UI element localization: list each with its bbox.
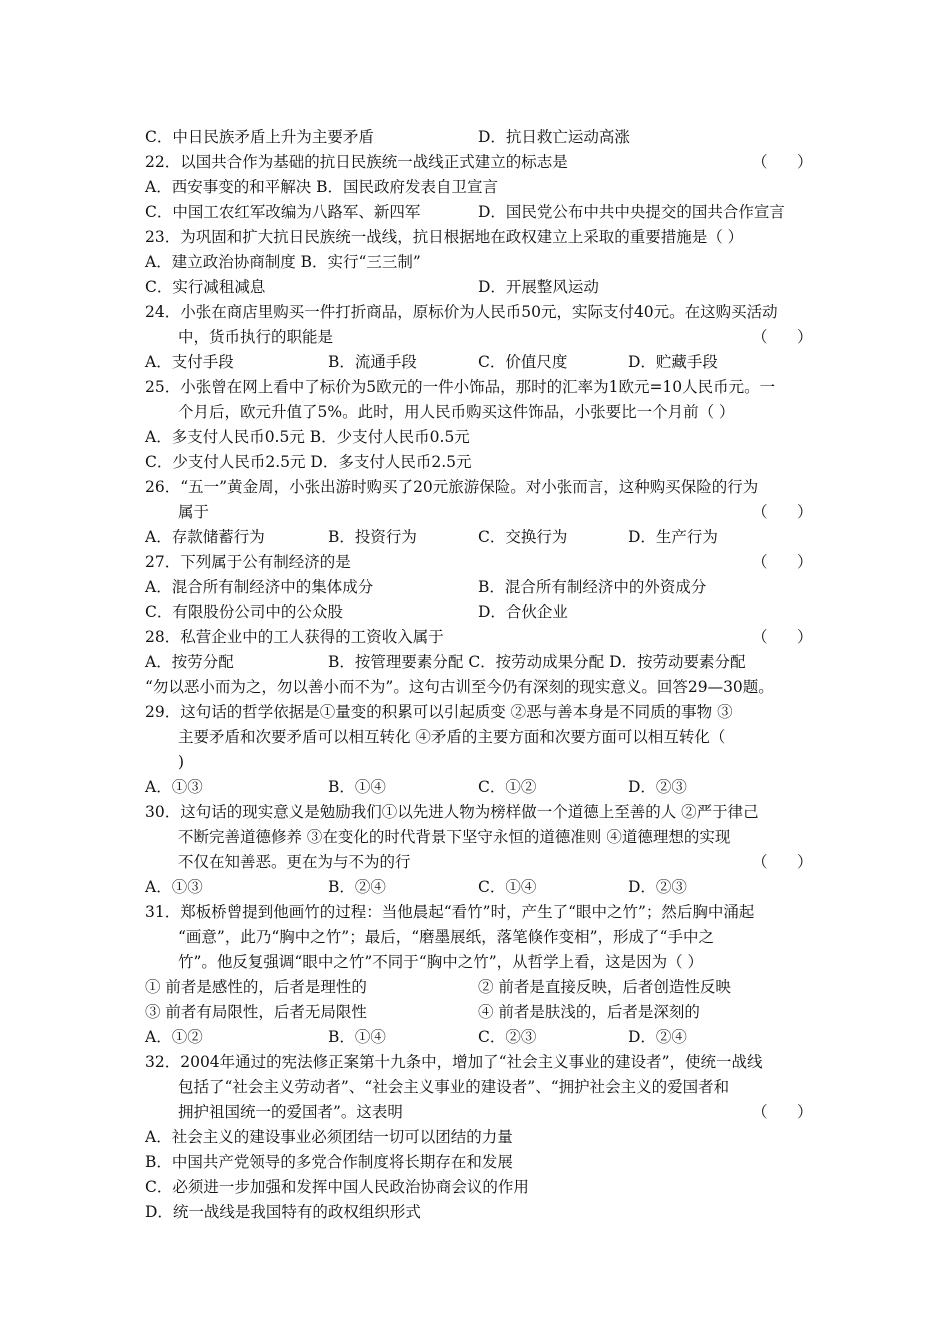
text-line: C．实行减租减息 [145,278,266,296]
text-line: C．少支付人民币2.5元 D．多支付人民币2.5元 [145,453,472,471]
text-line: 竹”。他反复强调“眼中之竹”不同于“胸中之竹”，从哲学上看，这是因为（ ） [178,953,704,971]
text-line: C．价值尺度 [478,353,568,371]
text-line: B．投资行为 [328,528,417,546]
text-line: 不仅在知善恶。更在为与不为的行 [178,853,411,871]
text-line: A．混合所有制经济中的集体成分 [145,578,374,596]
text-line: C．必须进一步加强和发挥中国人民政治协商会议的作用 [145,1178,529,1196]
text-line: 25．小张曾在网上看中了标价为5欧元的一件小饰品，那时的汇率为1欧元=10人民币元。一 [145,378,776,396]
text-line: 拥护祖国统一的爱国者”。这表明 [178,1103,403,1121]
text-line: B．按管理要素分配 C．按劳动成果分配 D．按劳动要素分配 [328,653,746,671]
text-line: B．混合所有制经济中的外资成分 [478,578,707,596]
text-line: D．生产行为 [628,528,718,546]
text-line: C．①④ [478,878,537,896]
text-line: B．①④ [328,1028,386,1046]
answer-blank: （ ） [752,503,813,521]
text-line: 不断完善道德修养 ③在变化的时代背景下坚守永恒的道德准则 ④道德理想的实现 [178,828,731,846]
text-line: D．统一战线是我国特有的政权组织形式 [145,1203,421,1221]
text-line: C．①② [478,778,537,796]
text-line: 主要矛盾和次要矛盾可以相互转化 ④矛盾的主要方面和次要方面可以相互转化（ [178,728,726,746]
text-line: B．②④ [328,878,386,896]
text-line: 30．这句话的现实意义是勉励我们①以先进人物为榜样做一个道德上至善的人 ②严于律己 [145,803,759,821]
text-line: ① 前者是感性的，后者是理性的 [145,978,367,996]
text-line: A．①③ [145,878,203,896]
text-line: C．交换行为 [478,528,568,546]
text-line: A．多支付人民币0.5元 B．少支付人民币0.5元 [145,428,470,446]
text-line: ③ 前者有局限性，后者无局限性 [145,1003,367,1021]
text-line: D．②④ [628,1028,687,1046]
text-line: ) [178,753,185,771]
text-line: ④ 前者是肤浅的，后者是深刻的 [478,1003,700,1021]
text-line: D．贮藏手段 [628,353,718,371]
text-line: C．②③ [478,1028,537,1046]
text-line: 包括了“社会主义劳动者”、“社会主义事业的建设者”、“拥护社会主义的爱国者和 [178,1078,730,1096]
text-line: ② 前者是直接反映，后者创造性反映 [478,978,731,996]
text-line: D．②③ [628,878,687,896]
answer-blank: （ ） [752,853,813,871]
text-line: 32．2004年通过的宪法修正案第十九条中，增加了“社会主义事业的建设者”，使统一战线 [145,1053,763,1071]
text-line: A．按劳分配 [145,653,234,671]
text-line: A．支付手段 [145,353,234,371]
answer-blank: （ ） [752,628,813,646]
text-line: 29．这句话的哲学依据是①量变的积累可以引起质变 ②恶与善本身是不同质的事物 ③ [145,703,733,721]
text-line: D．开展整风运动 [478,278,599,296]
text-line: 23．为巩固和扩大抗日民族统一战线，抗日根据地在政权建立上采取的重要措施是（ ） [145,228,744,246]
text-line: B．流通手段 [328,353,417,371]
text-line: A．社会主义的建设事业必须团结一切可以团结的力量 [145,1128,513,1146]
answer-blank: （ ） [752,553,813,571]
answer-blank: （ ） [752,153,813,171]
text-line: D．抗日救亡运动高涨 [478,128,630,146]
text-line: A．西安事变的和平解决 B．国民政府发表自卫宣言 [145,178,499,196]
text-line: 26．“五一”黄金周，小张出游时购买了20元旅游保险。对小张而言，这种购买保险的行为 [145,478,759,496]
text-line: B．中国共产党领导的多党合作制度将长期存在和发展 [145,1153,513,1171]
text-line: 24．小张在商店里购买一件打折商品，原标价为人民币50元，实际支付40元。在这购买活动 [145,303,778,321]
text-line: A．建立政治协商制度 B．实行“三三制” [145,253,421,271]
text-line: 中，货币执行的职能是 [178,328,334,346]
text-line: C．中国工农红军改编为八路军、新四军 [145,203,421,221]
text-line: B．①④ [328,778,386,796]
text-line: C．中日民族矛盾上升为主要矛盾 [145,128,374,146]
text-line: 27．下列属于公有制经济的是 [145,553,351,571]
text-line: D．②③ [628,778,687,796]
text-line: “画意”，此乃“胸中之竹”；最后，“磨墨展纸，落笔倏作变相”，形成了“手中之 [178,928,714,946]
text-line: 31．郑板桥曾提到他画竹的过程：当他晨起“看竹”时，产生了“眼中之竹”；然后胸中涌起 [145,903,755,921]
answer-blank: （ ） [752,1103,813,1121]
text-line: A．存款储蓄行为 [145,528,265,546]
text-line: D．合伙企业 [478,603,568,621]
text-line: C．有限股份公司中的公众股 [145,603,343,621]
text-line: D．国民党公布中共中央提交的国共合作宣言 [478,203,785,221]
text-line: A．①③ [145,778,203,796]
answer-blank: （ ） [752,328,813,346]
text-line: 个月后，欧元升值了5%。此时，用人民币购买这件饰品，小张要比一个月前（ ） [178,403,735,421]
text-line: A．①② [145,1028,203,1046]
text-line: 属于 [178,503,210,521]
text-line: 28．私营企业中的工人获得的工资收入属于 [145,628,444,646]
text-line: “勿以恶小而为之，勿以善小而不为”。这句古训至今仍有深刻的现实意义。回答29—30题。 [145,678,774,696]
text-line: 22．以国共合作为基础的抗日民族统一战线正式建立的标志是 [145,153,568,171]
